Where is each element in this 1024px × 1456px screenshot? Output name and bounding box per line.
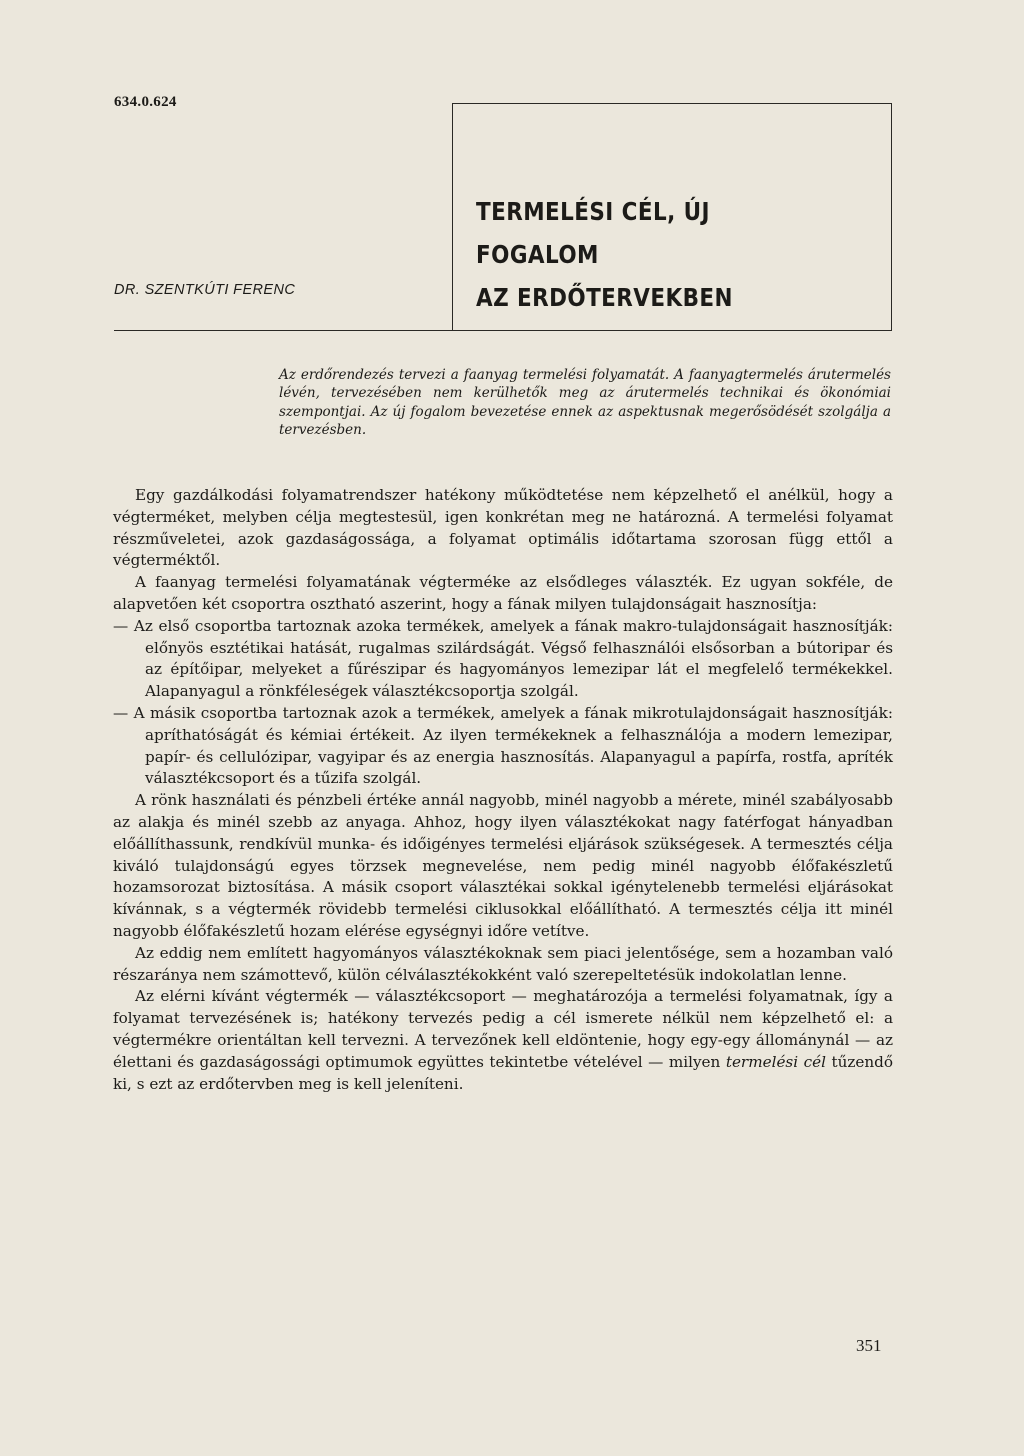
abstract: Az erdőrendezés tervezi a faanyag termelési folyamatát. A faanyagtermelés árutermelés lévén, tervezésében nem kerülhetők meg az árutermelés technikai és ökonómiai szempontjai. Az új fogalom bevezetése ennek az aspektusnak megerősödését szolgálja a tervezésben. <box>279 367 891 438</box>
article-title <box>476 190 829 319</box>
author-name: DR. SZENTKÚTI FERENC <box>114 282 296 298</box>
page-number: 351 <box>856 1336 882 1355</box>
paragraph: A rönk használati és pénzbeli értéke annál nagyobb, minél nagyobb a mérete, minél szabályosabb az alakja és minél szebb az anyaga. Ahhoz, hogy ilyen választékokat nagy fatérfogat hányadban előállíthassunk, rendkívül munka- és időigényes termelési eljárások szükségesek. A termesztés célja kiváló tulajdonságú egyes törzsek megnevelése, nem pedig minél nagyobb élőfakészletű hozamsorozat biztosítása. A másik csoport választékai sokkal igénytelenebb termelési eljárásokat kívánnak, s a végtermék rövidebb termelési ciklusokkal előállítható. A termesztés célja itt minél nagyobb élőfakészletű hozam elérése egységnyi időre vetítve. <box>113 791 893 940</box>
paragraph: Az eddig nem említett hagyományos választékoknak sem piaci jelentősége, sem a hozamban való részaránya nem számottevő, külön célválasztékokként való szerepeltetésük indokolatlan lenne. <box>113 943 893 984</box>
list-item: — A másik csoportba tartoznak azok a termékek, amelyek a fának mikrotulajdonságait hasznosítják: apríthatóságát és kémiai értékeit. Az ilyen termékeknek a felhasználója a modern lemezipar, papír- és cellulózipar, vagyipar és az energia hasznosítás. Alapanyagul a papírfa, rostfa, apríték választékcsoport és a tűzifa szolgál. <box>113 703 893 788</box>
article-body <box>113 485 893 1095</box>
text-run: tűzendő ki, s ezt az erdőtervben meg is kell jeleníteni. <box>113 1052 893 1093</box>
udc-code: 634.0.624 <box>114 94 177 110</box>
emphasis: termelési cél <box>725 1052 826 1071</box>
title-line-1: TERMELÉSI CÉL, ÚJ FOGALOM <box>476 197 710 269</box>
paragraph: Egy gazdálkodási folyamatrendszer hatékony működtetése nem képzelhető el anélkül, hogy a végterméket, melyben célja megtestesül, igen konkrétan meg ne határozná. A termelési folyamat részműveletei, azok gazdaságossága, a folyamat optimális időtartama szorosan függ ettől a végterméktől. <box>113 486 893 570</box>
paragraph <box>113 986 893 1095</box>
text-run: Az elérni kívánt végtermék — választékcsoport — meghatározója a termelési folyamatnak, így a folyamat tervezésének is; hatékony tervezés pedig a cél ismerete nélkül nem képzelhető el: a végtermékre orientáltan kell tervezni. A tervezőnek kell eldöntenie, hogy egy-egy állománynál — az élettani és gazdaságossági optimumok együttes tekintetbe vételével — milyen <box>113 987 893 1071</box>
title-line-2: AZ ERDŐTERVEKBEN <box>476 283 733 312</box>
header-rule <box>114 330 892 331</box>
list-item: — Az első csoportba tartoznak azoka termékek, amelyek a fának makro-tulajdonságait hasznosítják: előnyös esztétikai hatását, rugalmas szilárdságát. Végső felhasználói elsősorban a bútoripar és az építőipar, melyeket a fűrészipar és hagyományos lemezipar lát el megfelelő termékekkel. Alapanyagul a rönkféleségek választékcsoportja szolgál. <box>113 616 893 701</box>
paragraph: A faanyag termelési folyamatának végterméke az elsődleges választék. Ez ugyan sokféle, de alapvetően két csoportra osztható aszerint, hogy a fának milyen tulajdonságait hasznosítja: <box>113 573 893 613</box>
